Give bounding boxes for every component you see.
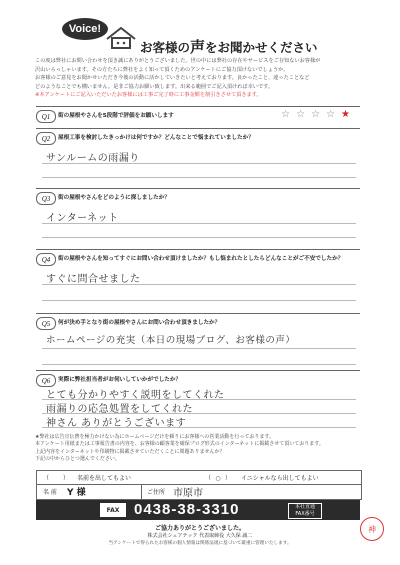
answer-line	[42, 413, 356, 414]
intro-text: この度は弊社にお問い合わせを頂き誠にありがとうございました。世の中には弊社の存在やサービスをご存知ないお客様が 沢山いらっしゃいます。その方たちに弊社をよく知って頂くためのアンケートにご協力頂けないでしょうか。 お客様のご意見をお聞かせいただき今後の活動に活かしていきたいと考えております。良かったこと、違ったことなど どのようなことでも構いません。是非ご協力お願い致します。出来る範囲でご記入頂ければ幸いです。 ※本アンケートにご記入いただいたお客様には工事ご完了時に工事金額を割引きさせて頂きます。	[35, 58, 321, 99]
question-number: Q6	[36, 374, 56, 387]
question-number: Q1	[36, 110, 56, 123]
answer-line	[42, 399, 356, 400]
answer-line-2[interactable]: 雨漏りの応急処置をしてくれた	[46, 404, 193, 415]
name-value[interactable]: Y 様	[67, 488, 86, 498]
answer-text[interactable]: すぐに問合せました	[46, 274, 141, 285]
question-text: 街の屋根やさんを5段階で評価をお願いします	[58, 113, 174, 119]
star-icon[interactable]: ☆	[281, 109, 297, 120]
consent-option-1-label: 名前を出してもよい	[77, 475, 132, 482]
question-text: 街の屋根やさんを知ってすぐにお問い合わせ頂けましたか？もし悩まれたとしたらどんなことがご不安でしたか？	[58, 256, 344, 262]
consent-options	[36, 470, 362, 485]
consent-notes: ★弊社は広告宣伝費を極力かけない為にホームページだけを頼りにお客様への営業活動を行っております。 本アンケート用紙または工事報告書の内容を、お客様の顧客業を確保ブログ形式のインターネットに掲載させて頂いております。 上記内容をインターネットや印刷物に掲載させていただくことに問題ありませんか？ 下記の中からひとつ選んでください。	[35, 434, 324, 463]
address-value[interactable]: 市原市	[173, 488, 203, 499]
rating-stars[interactable]	[281, 109, 356, 120]
answer-text[interactable]: インターネット	[46, 213, 119, 224]
privacy-disclaimer: 当アンケートで得られたお客様の個人情報は関係法規に基づいて厳重に管理いたします。	[108, 541, 292, 546]
customer-info-row	[36, 484, 362, 500]
answer-line	[42, 348, 356, 349]
question-text: 街の屋根やさんをどのように探しましたか？	[58, 195, 170, 201]
question-2	[36, 128, 360, 181]
fax-banner	[36, 500, 360, 520]
consent-option-1[interactable]: （ ）	[43, 475, 70, 482]
company-text: 株式会社シェアテック 代表取締役 大久保 誠二	[147, 533, 253, 539]
star-icon[interactable]: ☆	[311, 109, 327, 120]
page-title: お客様の声をお聞かせください	[140, 38, 318, 56]
divider	[141, 484, 142, 499]
answer-line	[42, 163, 356, 164]
star-icon[interactable]: ☆	[296, 109, 312, 120]
question-number: Q3	[36, 192, 56, 205]
answer-line	[42, 364, 356, 365]
answer-line	[42, 177, 356, 178]
fax-number[interactable]: 0438-38-3310	[134, 501, 240, 518]
question-1	[36, 106, 360, 129]
answer-line-1[interactable]: とても分かりやすく説明をしてくれた	[46, 390, 225, 401]
fax-tag: 本社直通 FAX番号	[288, 503, 322, 519]
question-3	[36, 188, 360, 241]
answer-line-3[interactable]: 神さん ありがとうございます	[46, 418, 187, 429]
stamp-seal: 神	[360, 517, 384, 541]
answer-line	[42, 223, 356, 224]
question-4	[36, 249, 360, 306]
address-label: ご住所	[147, 489, 166, 496]
fax-icon: FAX	[100, 503, 126, 517]
thanks-text: ご協力ありがとうございました。	[154, 525, 245, 532]
answer-line	[42, 300, 356, 301]
question-text: 実際に弊社担当者がお伺いしていかがでしたか？	[58, 377, 182, 383]
consent-option-2[interactable]: （ ○ ）	[205, 475, 232, 482]
question-number: Q2	[36, 132, 56, 145]
answer-line	[42, 427, 356, 428]
voice-badge: Voice!	[62, 18, 108, 40]
question-number: Q5	[36, 317, 56, 330]
answer-line	[42, 237, 356, 238]
star-icon[interactable]: ☆	[326, 109, 342, 120]
star-icon-selected[interactable]: ★	[341, 109, 356, 120]
question-text: 何が決め手となり街の屋根やさんにお問い合わせ頂きましたか？	[58, 320, 221, 326]
question-5	[36, 313, 360, 368]
answer-line	[42, 284, 356, 285]
consent-option-2-label: イニシャルなら出してもよい	[241, 475, 319, 482]
house-icon	[104, 26, 138, 50]
name-label: 名 前	[43, 489, 57, 496]
question-6	[36, 370, 360, 431]
answer-text[interactable]: サンルームの雨漏り	[46, 153, 140, 164]
question-text: 屋根工事を検討したきっかけは何ですか？どんなことで悩まれていましたか？	[58, 135, 254, 141]
question-number: Q4	[36, 253, 56, 266]
answer-text[interactable]: ホームページの充実（本日の現場ブログ、お客様の声）	[46, 335, 296, 346]
